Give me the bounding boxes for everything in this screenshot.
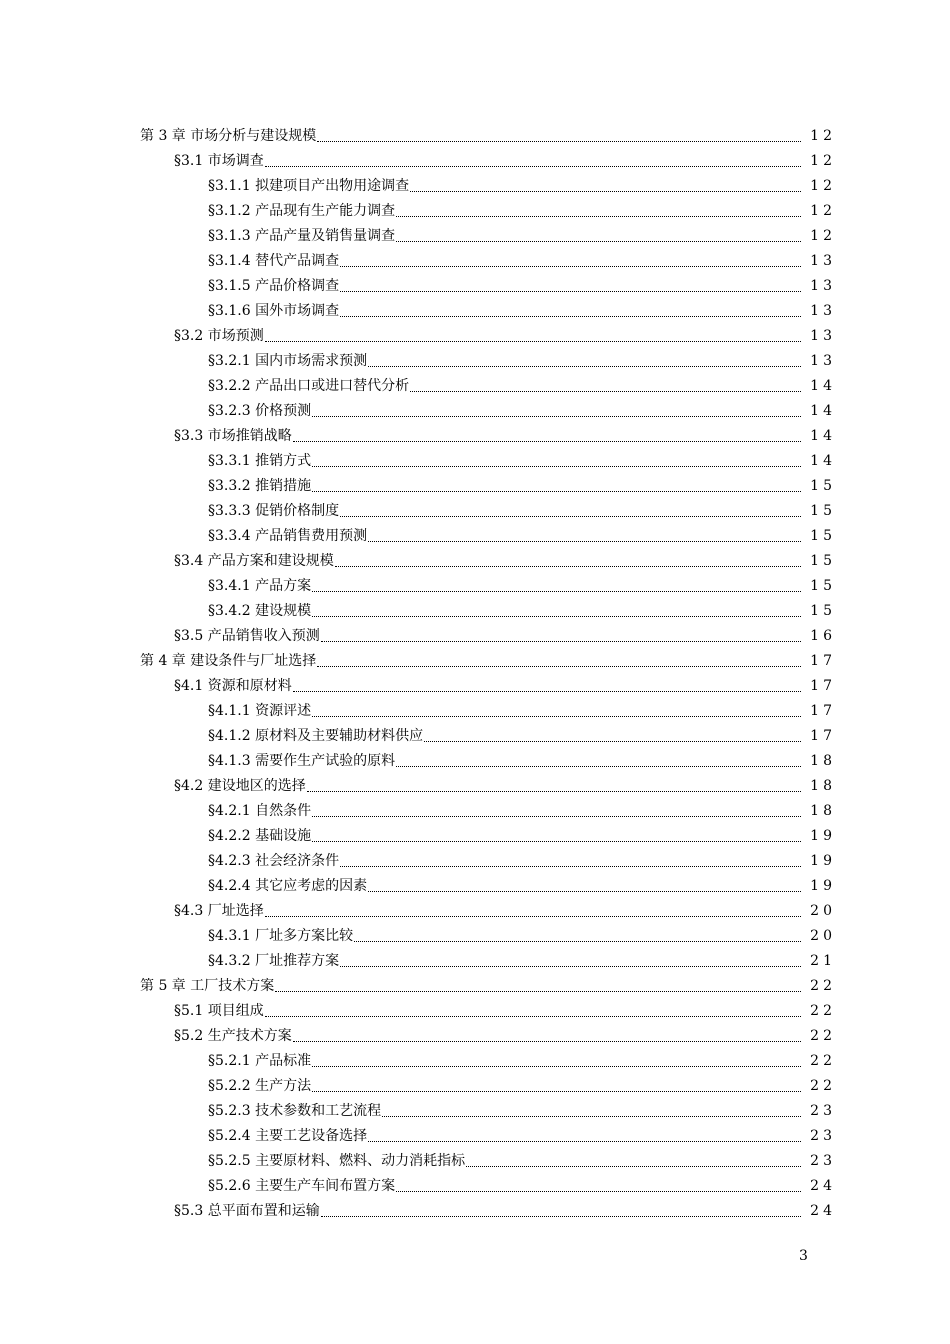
- toc-entry[interactable]: [0, 324, 950, 349]
- toc-entry-page: 21: [810, 953, 836, 969]
- toc-entry[interactable]: [0, 1149, 950, 1174]
- dot-leader: [410, 191, 801, 192]
- toc-entry[interactable]: [0, 774, 950, 799]
- toc-entry[interactable]: [0, 574, 950, 599]
- toc-entry[interactable]: [0, 699, 950, 724]
- toc-entry-title: §4.1.3 需要作生产试验的原料: [208, 753, 396, 769]
- toc-entry[interactable]: [0, 349, 950, 374]
- toc-entry-title: §4.3.1 厂址多方案比较: [208, 928, 354, 944]
- toc-entry-title: §3.1.1 拟建项目产出物用途调查: [208, 178, 410, 194]
- toc-entry[interactable]: [0, 974, 950, 999]
- dot-leader: [340, 966, 801, 967]
- toc-entry-page: 22: [810, 1003, 836, 1019]
- dot-leader: [396, 1191, 801, 1192]
- toc-entry-title: §4.1 资源和原材料: [174, 678, 292, 694]
- toc-entry[interactable]: [0, 449, 950, 474]
- toc-entry-page: 14: [810, 428, 836, 444]
- toc-entry[interactable]: [0, 499, 950, 524]
- toc-entry-page: 12: [810, 153, 836, 169]
- toc-entry-page: 12: [810, 228, 836, 244]
- dot-leader: [368, 366, 801, 367]
- toc-entry-title: §3.3 市场推销战略: [174, 428, 292, 444]
- toc-entry-title: §3.2.2 产品出口或进口替代分析: [208, 378, 410, 394]
- toc-entry-page: 19: [810, 878, 836, 894]
- dot-leader: [265, 166, 801, 167]
- toc-entry-title: 第 3 章 市场分析与建设规模: [140, 128, 317, 144]
- toc-entry-title: §3.2.3 价格预测: [208, 403, 312, 419]
- toc-entry-title: §3.1 市场调查: [174, 153, 264, 169]
- toc-entry[interactable]: [0, 999, 950, 1024]
- dot-leader: [424, 741, 801, 742]
- toc-entry-title: §3.1.6 国外市场调查: [208, 303, 340, 319]
- dot-leader: [307, 791, 801, 792]
- toc-entry[interactable]: [0, 374, 950, 399]
- dot-leader: [340, 516, 801, 517]
- toc-entry-page: 18: [810, 803, 836, 819]
- toc-entry[interactable]: [0, 524, 950, 549]
- dot-leader: [312, 1066, 801, 1067]
- toc-entry-page: 12: [810, 178, 836, 194]
- toc-entry[interactable]: [0, 549, 950, 574]
- toc-entry[interactable]: [0, 249, 950, 274]
- dot-leader: [265, 1016, 801, 1017]
- dot-leader: [312, 716, 801, 717]
- dot-leader: [312, 416, 801, 417]
- dot-leader: [312, 491, 801, 492]
- toc-entry-page: 13: [810, 278, 836, 294]
- dot-leader: [368, 891, 801, 892]
- toc-entry-page: 17: [810, 703, 836, 719]
- toc-entry-page: 17: [810, 653, 836, 669]
- dot-leader: [321, 641, 801, 642]
- toc-entry[interactable]: [0, 624, 950, 649]
- dot-leader: [382, 1116, 801, 1117]
- toc-entry-title: §4.1.1 资源评述: [208, 703, 312, 719]
- toc-entry-page: 19: [810, 828, 836, 844]
- toc-entry-page: 15: [810, 528, 836, 544]
- dot-leader: [293, 691, 801, 692]
- toc-entry-title: §4.2.4 其它应考虑的因素: [208, 878, 368, 894]
- toc-entry-title: §4.3 厂址选择: [174, 903, 264, 919]
- toc-entry-page: 14: [810, 453, 836, 469]
- toc-entry-title: §3.1.5 产品价格调查: [208, 278, 340, 294]
- toc-entry[interactable]: [0, 824, 950, 849]
- toc-entry[interactable]: [0, 1024, 950, 1049]
- toc-entry[interactable]: [0, 1049, 950, 1074]
- dot-leader: [340, 291, 801, 292]
- dot-leader: [312, 591, 801, 592]
- toc-entry-title: §3.4 产品方案和建设规模: [174, 553, 334, 569]
- toc-entry-title: §3.3.2 推销措施: [208, 478, 312, 494]
- toc-entry[interactable]: [0, 199, 950, 224]
- toc-entry-page: 22: [810, 978, 836, 994]
- toc-entry-title: 第 4 章 建设条件与厂址选择: [140, 653, 317, 669]
- toc-entry[interactable]: [0, 874, 950, 899]
- toc-entry[interactable]: [0, 124, 950, 149]
- dot-leader: [340, 316, 801, 317]
- toc-entry-title: §3.1.3 产品产量及销售量调查: [208, 228, 396, 244]
- dot-leader: [396, 766, 801, 767]
- toc-entry[interactable]: [0, 424, 950, 449]
- dot-leader: [396, 241, 801, 242]
- toc-entry-page: 15: [810, 503, 836, 519]
- toc-entry-page: 13: [810, 328, 836, 344]
- dot-leader: [265, 341, 801, 342]
- toc-entry[interactable]: [0, 274, 950, 299]
- toc-entry-title: §4.2 建设地区的选择: [174, 778, 306, 794]
- toc-entry[interactable]: [0, 474, 950, 499]
- dot-leader: [354, 941, 801, 942]
- toc-entry-page: 18: [810, 753, 836, 769]
- toc-entry[interactable]: [0, 599, 950, 624]
- toc-entry[interactable]: [0, 899, 950, 924]
- dot-leader: [293, 441, 801, 442]
- toc-entry-page: 15: [810, 603, 836, 619]
- toc-entry[interactable]: [0, 1099, 950, 1124]
- toc-entry-title: §5.2.2 生产方法: [208, 1078, 312, 1094]
- dot-leader: [368, 541, 801, 542]
- toc-entry-title: §5.2.6 主要生产车间布置方案: [208, 1178, 396, 1194]
- toc-entry-title: §3.3.3 促销价格制度: [208, 503, 340, 519]
- toc-entry-title: §5.1 项目组成: [174, 1003, 264, 1019]
- dot-leader: [312, 1091, 801, 1092]
- dot-leader: [293, 1041, 801, 1042]
- toc-entry-page: 17: [810, 678, 836, 694]
- toc-entry-page: 14: [810, 403, 836, 419]
- toc-entry-page: 23: [810, 1103, 836, 1119]
- toc-entry[interactable]: [0, 799, 950, 824]
- toc-entry[interactable]: [0, 1199, 950, 1224]
- toc-entry-title: §5.2.1 产品标准: [208, 1053, 312, 1069]
- toc-entry-page: 12: [810, 203, 836, 219]
- toc-entry-title: §3.3.4 产品销售费用预测: [208, 528, 368, 544]
- toc-entry[interactable]: [0, 1124, 950, 1149]
- toc-entry[interactable]: [0, 949, 950, 974]
- toc-entry-page: 24: [810, 1178, 836, 1194]
- toc-entry-title: §3.5 产品销售收入预测: [174, 628, 320, 644]
- toc-entry[interactable]: [0, 224, 950, 249]
- toc-entry-title: §4.2.2 基础设施: [208, 828, 312, 844]
- toc-entry[interactable]: [0, 649, 950, 674]
- dot-leader: [312, 816, 801, 817]
- toc-entry-page: 20: [810, 903, 836, 919]
- dot-leader: [312, 841, 801, 842]
- toc-entry-title: §4.1.2 原材料及主要辅助材料供应: [208, 728, 424, 744]
- toc-entry[interactable]: [0, 174, 950, 199]
- dot-leader: [410, 391, 801, 392]
- toc-entry-page: 13: [810, 253, 836, 269]
- toc-entry-page: 16: [810, 628, 836, 644]
- toc-entry-page: 14: [810, 378, 836, 394]
- dot-leader: [340, 866, 801, 867]
- dot-leader: [312, 616, 801, 617]
- toc-entry-title: §3.1.4 替代产品调查: [208, 253, 340, 269]
- toc-entry-title: §4.2.3 社会经济条件: [208, 853, 340, 869]
- dot-leader: [317, 666, 801, 667]
- dot-leader: [340, 266, 801, 267]
- dot-leader: [312, 466, 801, 467]
- toc-entry-page: 15: [810, 578, 836, 594]
- toc-entry[interactable]: [0, 299, 950, 324]
- dot-leader: [265, 916, 801, 917]
- toc-entry-page: 13: [810, 353, 836, 369]
- toc-entry[interactable]: [0, 399, 950, 424]
- toc-entry[interactable]: [0, 674, 950, 699]
- toc-entry-page: 13: [810, 303, 836, 319]
- toc-entry-title: §5.2.3 技术参数和工艺流程: [208, 1103, 382, 1119]
- toc-entry-title: §3.1.2 产品现有生产能力调查: [208, 203, 396, 219]
- toc-entry-title: §3.3.1 推销方式: [208, 453, 312, 469]
- toc-entry-page: 22: [810, 1078, 836, 1094]
- dot-leader: [466, 1166, 801, 1167]
- toc-entry-page: 12: [810, 128, 836, 144]
- toc-entry-page: 15: [810, 478, 836, 494]
- toc-entry-page: 22: [810, 1053, 836, 1069]
- toc-entry[interactable]: [0, 149, 950, 174]
- dot-leader: [368, 1141, 801, 1142]
- toc-entry-page: 19: [810, 853, 836, 869]
- toc-entry-page: 15: [810, 553, 836, 569]
- toc-entry[interactable]: [0, 1174, 950, 1199]
- table-of-contents: [0, 124, 950, 1224]
- toc-entry[interactable]: [0, 724, 950, 749]
- toc-entry[interactable]: [0, 749, 950, 774]
- toc-entry-page: 17: [810, 728, 836, 744]
- toc-entry-page: 24: [810, 1203, 836, 1219]
- toc-entry-page: 23: [810, 1128, 836, 1144]
- dot-leader: [335, 566, 801, 567]
- toc-entry-title: §4.3.2 厂址推荐方案: [208, 953, 340, 969]
- dot-leader: [275, 991, 801, 992]
- dot-leader: [321, 1216, 801, 1217]
- toc-entry[interactable]: [0, 924, 950, 949]
- toc-entry-title: §5.2 生产技术方案: [174, 1028, 292, 1044]
- toc-entry-page: 20: [810, 928, 836, 944]
- toc-entry-page: 18: [810, 778, 836, 794]
- toc-entry[interactable]: [0, 849, 950, 874]
- page-number: 3: [799, 1248, 808, 1264]
- toc-entry-title: 第 5 章 工厂技术方案: [140, 978, 275, 994]
- toc-entry-title: §3.2.1 国内市场需求预测: [208, 353, 368, 369]
- dot-leader: [317, 141, 801, 142]
- toc-entry-page: 22: [810, 1028, 836, 1044]
- toc-entry-title: §5.3 总平面布置和运输: [174, 1203, 320, 1219]
- toc-entry-title: §3.4.2 建设规模: [208, 603, 312, 619]
- dot-leader: [396, 216, 801, 217]
- toc-entry-title: §4.2.1 自然条件: [208, 803, 312, 819]
- toc-entry-title: §5.2.5 主要原材料、燃料、动力消耗指标: [208, 1153, 466, 1169]
- toc-entry-title: §5.2.4 主要工艺设备选择: [208, 1128, 368, 1144]
- toc-entry-title: §3.2 市场预测: [174, 328, 264, 344]
- toc-entry[interactable]: [0, 1074, 950, 1099]
- toc-entry-page: 23: [810, 1153, 836, 1169]
- toc-entry-title: §3.4.1 产品方案: [208, 578, 312, 594]
